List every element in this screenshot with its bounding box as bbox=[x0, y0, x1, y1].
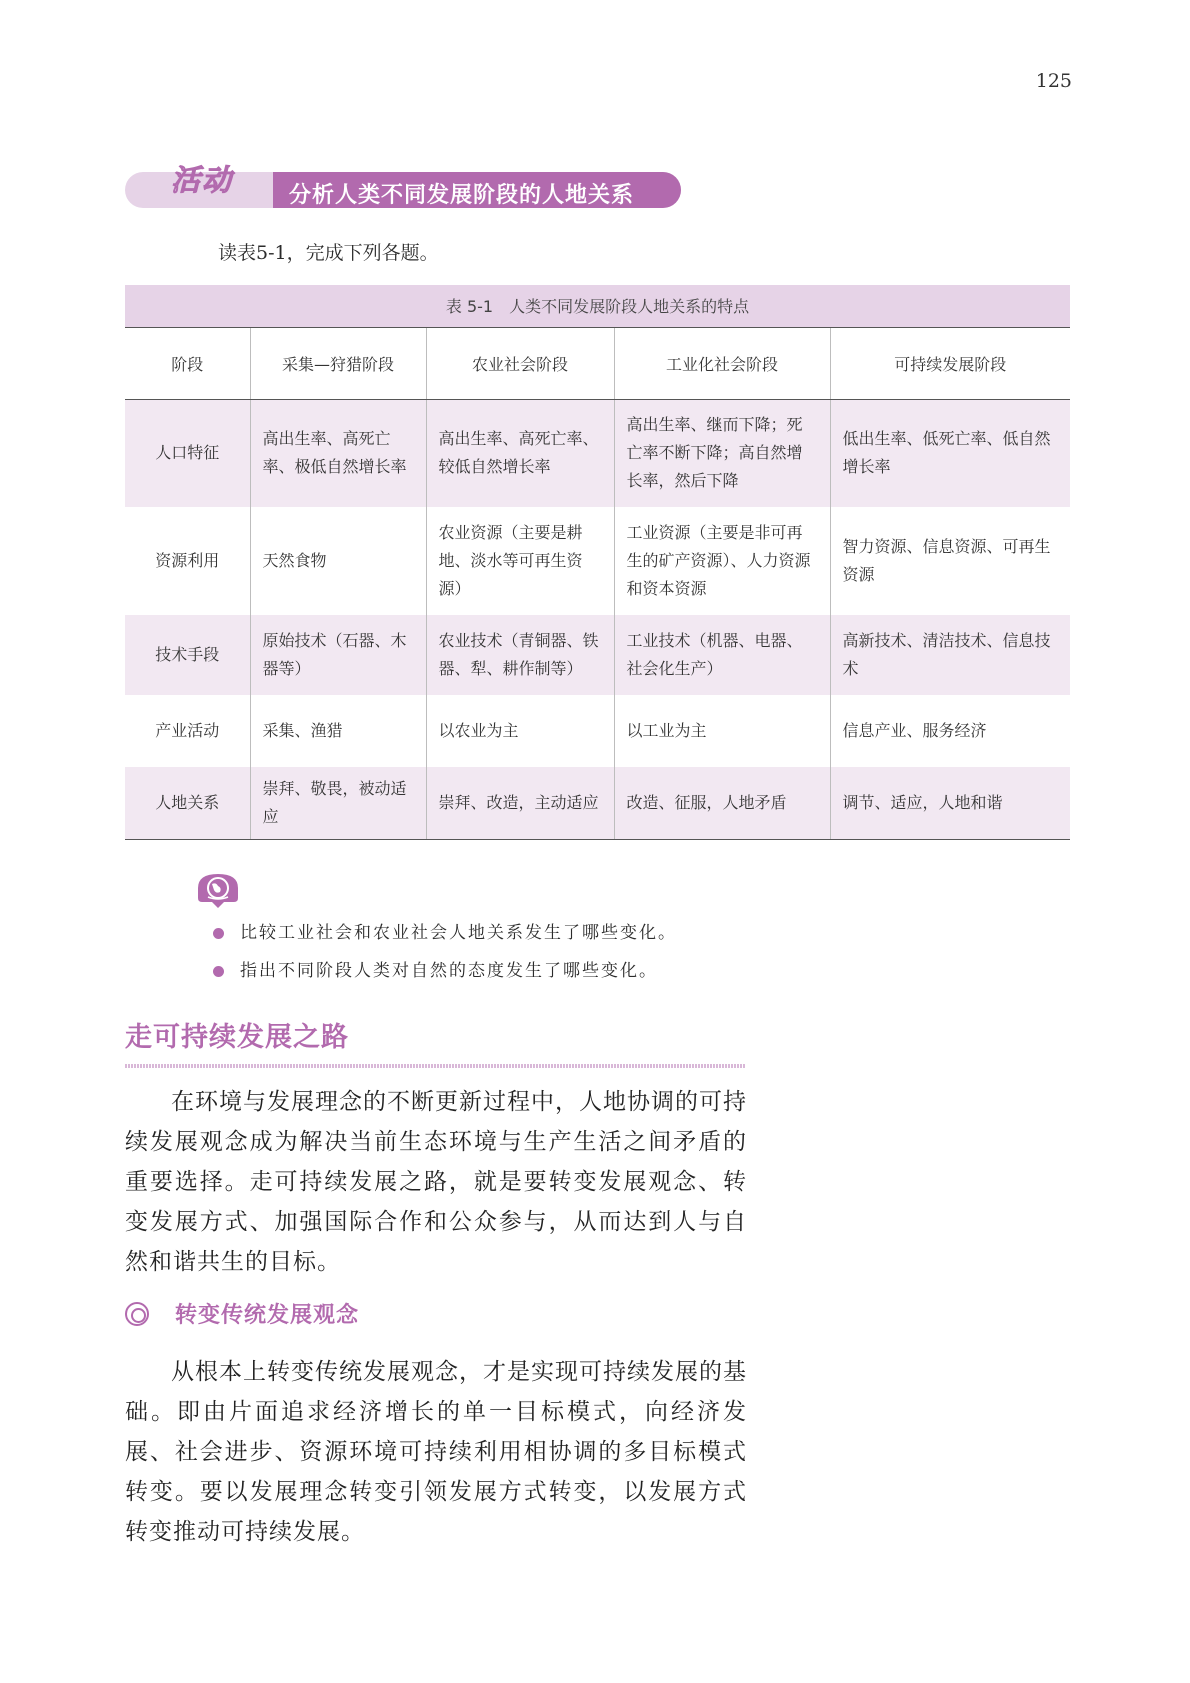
table-row bbox=[125, 399, 1070, 507]
table-cell: 崇拜、改造，主动适应 bbox=[426, 767, 614, 839]
section-title: 走可持续发展之路 bbox=[125, 1022, 349, 1053]
table-cell: 工业资源（主要是非可再生的矿产资源）、人力资源和资本资源 bbox=[614, 507, 830, 615]
table-row bbox=[125, 695, 1070, 767]
page-number: 125 bbox=[1035, 70, 1072, 92]
table-cell: 农业技术（青铜器、铁器、犁、耕作制等） bbox=[426, 615, 614, 695]
subsection-paragraph: 从根本上转变传统发展观念，才是实现可持续发展的基础。即由片面追求经济增长的单一目标模式，向经济发展、社会进步、资源环境可持续利用相协调的多目标模式转变。要以发展理念转变引领发展方式转变，以发展方式转变推动可持续发展。 bbox=[125, 1359, 747, 1545]
header-cell: 采集—狩猎阶段 bbox=[250, 327, 426, 399]
table-cell: 高出生率、高死亡率、较低自然增长率 bbox=[426, 399, 614, 507]
activity-title: 分析人类不同发展阶段的人地关系 bbox=[289, 183, 635, 208]
row-label: 人口特征 bbox=[125, 399, 250, 507]
question-text: 指出不同阶段人类对自然的态度发生了哪些变化。 bbox=[240, 961, 658, 981]
table-cell: 天然食物 bbox=[250, 507, 426, 615]
table-header-row bbox=[125, 327, 1070, 399]
table-caption-row bbox=[125, 285, 1070, 327]
table-cell: 农业资源（主要是耕地、淡水等可再生资源） bbox=[426, 507, 614, 615]
dot-icon bbox=[213, 966, 224, 977]
row-label: 产业活动 bbox=[125, 695, 250, 767]
activity-banner bbox=[125, 163, 681, 210]
activity-tag: 活动 bbox=[171, 163, 234, 197]
subsection-title: 转变传统发展观念 bbox=[175, 1303, 360, 1328]
dot-icon bbox=[213, 928, 224, 939]
table-cell: 调节、适应，人地和谐 bbox=[830, 767, 1070, 839]
table-cell: 采集、渔猎 bbox=[250, 695, 426, 767]
table-row bbox=[125, 507, 1070, 615]
stages-table bbox=[125, 285, 1070, 840]
table-cell: 改造、征服，人地矛盾 bbox=[614, 767, 830, 839]
instruction-text: 读表5-1，完成下列各题。 bbox=[218, 242, 439, 264]
double-circle-icon bbox=[125, 1302, 149, 1326]
header-cell: 可持续发展阶段 bbox=[830, 327, 1070, 399]
table-caption: 表 5-1 人类不同发展阶段人地关系的特点 bbox=[125, 285, 1070, 327]
row-label: 人地关系 bbox=[125, 767, 250, 839]
question-item bbox=[210, 918, 677, 956]
header-cell: 农业社会阶段 bbox=[426, 327, 614, 399]
header-cell: 阶段 bbox=[125, 327, 250, 399]
table-cell: 原始技术（石器、木器等） bbox=[250, 615, 426, 695]
table-row bbox=[125, 615, 1070, 695]
table-cell: 高出生率、高死亡率、极低自然增长率 bbox=[250, 399, 426, 507]
header-cell: 工业化社会阶段 bbox=[614, 327, 830, 399]
globe-book-icon bbox=[196, 868, 240, 910]
table-cell: 以农业为主 bbox=[426, 695, 614, 767]
section-divider bbox=[125, 1064, 745, 1068]
question-text: 比较工业社会和农业社会人地关系发生了哪些变化。 bbox=[240, 923, 677, 943]
table-cell: 高出生率、继而下降；死亡率不断下降；高自然增长率，然后下降 bbox=[614, 399, 830, 507]
row-label: 技术手段 bbox=[125, 615, 250, 695]
table-row bbox=[125, 767, 1070, 839]
question-item bbox=[210, 956, 677, 994]
table-cell: 工业技术（机器、电器、社会化生产） bbox=[614, 615, 830, 695]
table-cell: 智力资源、信息资源、可再生资源 bbox=[830, 507, 1070, 615]
subsection-heading bbox=[125, 1298, 359, 1329]
table-cell: 高新技术、清洁技术、信息技术 bbox=[830, 615, 1070, 695]
section-paragraph: 在环境与发展理念的不断更新过程中，人地协调的可持续发展观念成为解决当前生态环境与生产生活之间矛盾的重要选择。走可持续发展之路，就是要转变发展观念、转变发展方式、加强国际合作和公众参与，从而达到人与自然和谐共生的目标。 bbox=[125, 1089, 747, 1275]
row-label: 资源利用 bbox=[125, 507, 250, 615]
table-cell: 崇拜、敬畏，被动适应 bbox=[250, 767, 426, 839]
table-cell: 低出生率、低死亡率、低自然增长率 bbox=[830, 399, 1070, 507]
table-cell: 以工业为主 bbox=[614, 695, 830, 767]
table-cell: 信息产业、服务经济 bbox=[830, 695, 1070, 767]
question-list bbox=[210, 918, 677, 994]
